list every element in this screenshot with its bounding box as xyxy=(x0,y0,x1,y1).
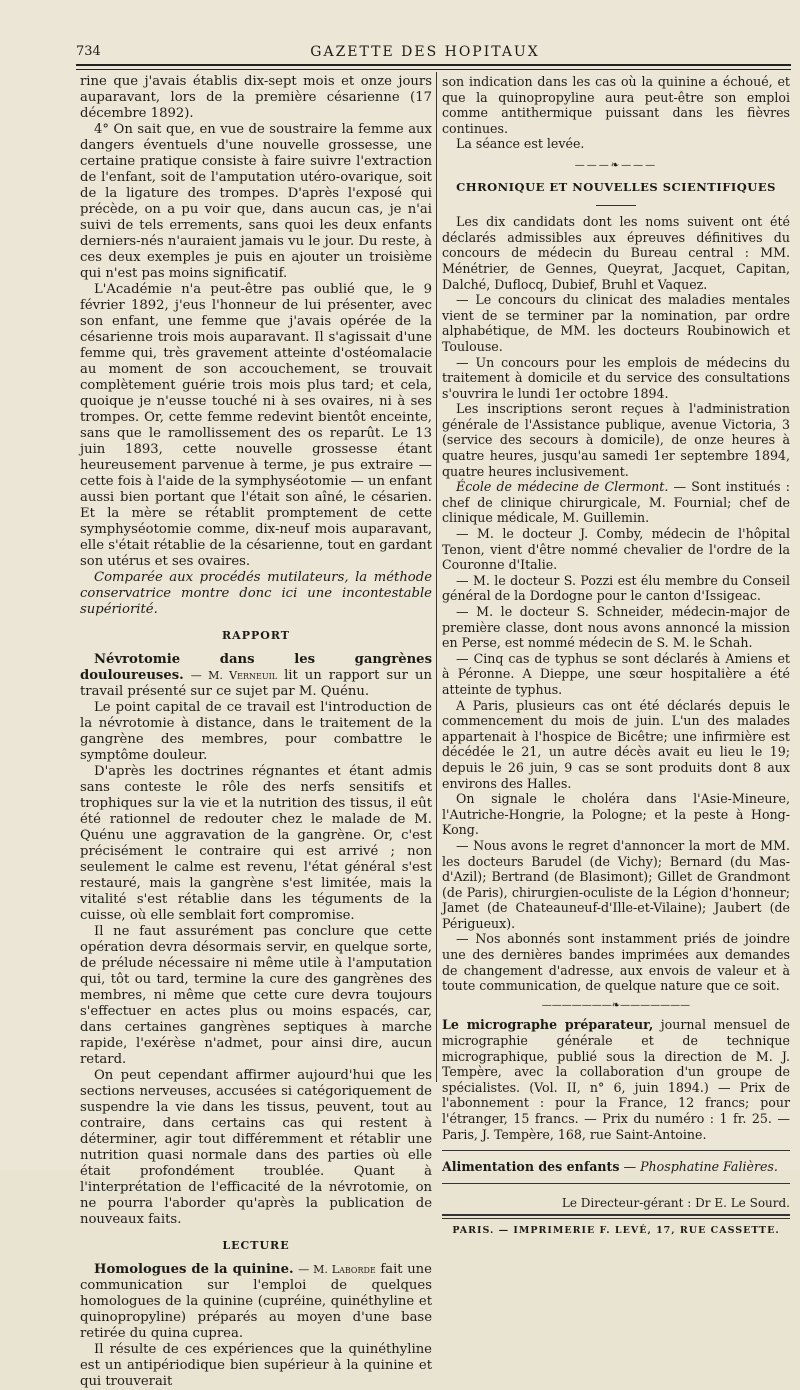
news-item: Les dix candidats dont les noms suivent ont été déclarés admissibles aux épreuves définitives du concours de médecin du Bureau central : MM. Ménétrier, de Gennes, Queyrat, Jacquet, Capitan, Dalché, Duflocq, Dubief, Bruhl et Vaquez. xyxy=(442,214,790,292)
paragraph: Il ne faut assurément pas conclure que cette opération devra désormais servir, en quelque sorte, de prélude nécessaire ni même utile à l'amputation qui, tôt ou tard, termine la cure des gangrènes des membres, ni même que cette cure devra toujours s'effectuer en actes plus ou moins espacés, car, dans certaines gangrènes septiques à marche rapide, l'exérèse n'admet, pour ainsi dire, aucun retard. xyxy=(80,924,432,1067)
section-heading-rapport: RAPPORT xyxy=(222,629,290,642)
paragraph: rine que j'avais établis dix-sept mois et onze jours auparavant, lors de la première césarienne (17 décembre 1892). xyxy=(80,74,432,121)
ornament-divider: ———————❧——————— xyxy=(541,999,691,1011)
news-item-text: — Sont institués : chef de clinique chirurgicale, M. Fournial; chef de clinique médicale, M. Guillemin. xyxy=(442,479,790,526)
page-number: 734 xyxy=(76,44,101,59)
advert-text: — Phosphatine Falières. xyxy=(623,1159,778,1175)
paragraph xyxy=(80,1262,432,1342)
news-item: — Cinq cas de typhus se sont déclarés à Amiens et à Péronne. A Dieppe, une sœur hospitalière a été atteinte de typhus. xyxy=(442,650,790,697)
paragraph: L'Académie n'a peut-être pas oublié que, le 9 février 1892, j'eus l'honneur de lui présenter, avec son enfant, une femme que j'avais opérée de la césarienne trois mois auparavant. Il s'agissait d'une femme qui, très gravement atteinte d'ostéomalacie au moment de son accouchement, se trouvait complètement guérie trois mois plus tard; et cela, quoique je n'eusse touché ni à ses ovaires, ni à ses trompes. Or, cette femme redevint bientôt enceinte, sans que le ramollissement des os reparût. Le 13 juin 1893, cette nouvelle grossesse étant heureusement parvenue à terme, je pus extraire — cette fois à l'aide de la symphyséotomie — un enfant aussi bien portant que l'était son aîné, le césarien. Et la mère se rétablit promptement de cette symphyséotomie comme, dix-neuf mois auparavant, elle s'était rétablie de la césarienne, tout en gardant son utérus et ses ovaires. xyxy=(80,282,432,569)
right-column xyxy=(442,74,790,1239)
advert-title: Le micrographe préparateur, xyxy=(442,1017,654,1033)
imprint-rule xyxy=(442,1214,790,1219)
news-item: — Un concours pour les emplois de médecins du traitement à domicile et du service des consultations s'ouvrira le lundi 1er octobre 1894. xyxy=(442,354,790,401)
separator-rule xyxy=(442,1150,790,1151)
article-author: — M. Verneuil xyxy=(190,669,278,682)
news-item: — Nous avons le regret d'annoncer la mort de MM. les docteurs Barudel (de Vichy); Bernard (du Mas-d'Azil); Bertrand (de Blasimont); Gillet de Grandmont (de Paris), chirurgien-oculiste de la Légion d'honneur; Jamet (de Chateauneuf-d'Ille-et-Vilaine); Jaubert (de Périgueux). xyxy=(442,837,790,931)
left-column xyxy=(80,74,432,1390)
article-text: lit un rapport sur un travail présenté sur ce sujet par M. Quénu. xyxy=(80,668,432,699)
page-header xyxy=(60,36,790,60)
article-title: Homologues de la quinine. xyxy=(94,1262,294,1277)
article-author: — M. Laborde xyxy=(298,1263,376,1276)
paragraph xyxy=(80,652,432,700)
news-item: — Nos abonnés sont instamment priés de joindre une des dernières bandes imprimées aux demandes de changement d'adresse, aux envois de valeur et à toute communication, de quelque nature que ce soit. xyxy=(442,931,790,994)
news-item: — M. le docteur S. Pozzi est élu membre du Conseil général de la Dordogne pour le canton d'Issigeac. xyxy=(442,572,790,604)
paragraph: son indication dans les cas où la quinine a échoué, et que la quinopropyline aura peut-être son emploi comme antithermique puissant dans les fièvres continues. xyxy=(442,74,790,136)
paragraph: 4° On sait que, en vue de soustraire la femme aux dangers éventuels d'une nouvelle grossesse, une certaine pratique consiste à faire suivre l'extraction de l'enfant, soit de l'amputation utéro-ovarique, soit de la ligature des trompes. D'après l'exposé qui précède, on a pu voir que, dans aucun cas, je n'ai suivi de tels errements, sans quoi les deux enfants derniers-nés n'auraient jamais vu le jour. Du reste, à ces deux exemples je puis en ajouter un troisième qui n'est pas moins significatif. xyxy=(80,122,432,281)
short-rule xyxy=(596,205,636,206)
paragraph: La séance est levée. xyxy=(456,136,585,152)
news-item: — Le concours du clinicat des maladies mentales vient de se terminer par la nomination, par ordre alphabétique, de MM. les docteurs Roubinowich et Toulouse. xyxy=(442,292,790,354)
separator-rule xyxy=(442,1183,790,1184)
paragraph: On peut cependant affirmer aujourd'hui que les sections nerveuses, accusées si catégoriquement de suspendre la vie dans les tissus, peuvent, tout au contraire, dans certains cas qui restent à déterminer, agir tout différemment et rétablir une nutrition quasi normale dans des parties où elle était profondément troublée. Quant à l'interprétation de l'efficacité de la névrotomie, on ne pourra l'aborder qu'après la publication de nouveaux faits. xyxy=(80,1068,432,1227)
paragraph: D'après les doctrines régnantes et étant admis sans conteste le rôle des nerfs sensitifs et trophiques sur la vie et la nutrition des tissus, il eût été rationnel de redouter chez le malade de M. Quénu une aggravation de la gangrène. Or, c'est précisément le contraire qui est arrivé ; non seulement le calme est revenu, l'état général s'est restauré, mais la gangrène s'est limitée, mais la vitalité s'est rétablie dans les téguments de la cuisse, où elle semblait fort compromise. xyxy=(80,764,432,923)
advert-paragraph xyxy=(442,1159,790,1175)
article-title: Névrotomie dans les gangrènes douloureuses. xyxy=(80,652,432,683)
news-item: — M. le docteur S. Schneider, médecin-major de première classe, dont nous avons annoncé la mission en Perse, est nommé médecin de S. M. le Schah. xyxy=(442,604,790,651)
journal-title: GAZETTE DES HOPITAUX xyxy=(310,44,540,60)
news-item-title: École de médecine de Clermont. xyxy=(456,479,669,495)
header-rule xyxy=(76,64,791,70)
news-item: A Paris, plusieurs cas ont été déclarés depuis le commencement du mois de juin. L'un des malades appartenait à l'hospice de Bicêtre; une infirmière est décédée le 21, un autre décès avait eu lieu le 19; depuis le 26 juin, 9 cas se sont produits dont 8 aux environs des Halles. xyxy=(442,697,790,791)
news-item xyxy=(442,479,790,526)
article-text: fait une communication sur l'emploi de quelques homologues de la quinine (cupréine, quinéthyline et quinopropyline) préparés au moyen d'une base retirée du quina cuprea. xyxy=(80,1262,432,1341)
column-divider xyxy=(436,72,437,1082)
ornament-divider: ———❧——— xyxy=(574,159,658,171)
news-item: On signale le choléra dans l'Asie-Mineure, l'Autriche-Hongrie, la Pologne; et la peste à Hong-Kong. xyxy=(442,791,790,838)
section-heading-chronique: CHRONIQUE ET NOUVELLES SCIENTIFIQUES xyxy=(456,179,776,194)
paragraph: Il résulte de ces expériences que la quinéthyline est un antipériodique bien supérieur à la quinine et qui trouverait xyxy=(80,1342,432,1389)
news-item: — M. le docteur J. Comby, médecin de l'hôpital Tenon, vient d'être nommé chevalier de l'ordre de la Couronne d'Italie. xyxy=(442,526,790,573)
section-heading-lecture: LECTURE xyxy=(222,1239,290,1252)
conclusion-paragraph: Comparée aux procédés mutilateurs, la méthode conservatrice montre donc ici une incontestable supériorité. xyxy=(80,570,432,617)
advert-text: journal mensuel de micrographie générale et de technique micrographique, publié sous la direction de M. J. Tempère, avec la collaboration d'un groupe de spécialistes. (Vol. II, n° 6, juin 1894.) — Prix de l'abonnement : pour la France, 12 francs; pour l'étranger, 15 francs. — Prix du numéro : 1 fr. 25. — Paris, J. Tempère, 168, rue Saint-Antoine. xyxy=(442,1017,790,1142)
signature-line: Le Directeur-gérant : Dr E. Le Sourd. xyxy=(561,1195,790,1210)
advert-paragraph xyxy=(442,1017,790,1142)
paragraph: Le point capital de ce travail est l'introduction de la névrotomie à distance, dans le traitement de la gangrène des membres, pour combattre le symptôme douleur. xyxy=(80,700,432,763)
news-item: Les inscriptions seront reçues à l'administration générale de l'Assistance publique, avenue Victoria, 3 (service des secours à domicile), de onze heures à quatre heures, jusqu'au samedi 1er septembre 1894, quatre heures inclusivement. xyxy=(442,401,790,479)
advert-title: Alimentation des enfants xyxy=(442,1159,620,1175)
printer-imprint: PARIS. — IMPRIMERIE F. LEVÉ, 17, RUE CASSETTE. xyxy=(452,1225,780,1237)
